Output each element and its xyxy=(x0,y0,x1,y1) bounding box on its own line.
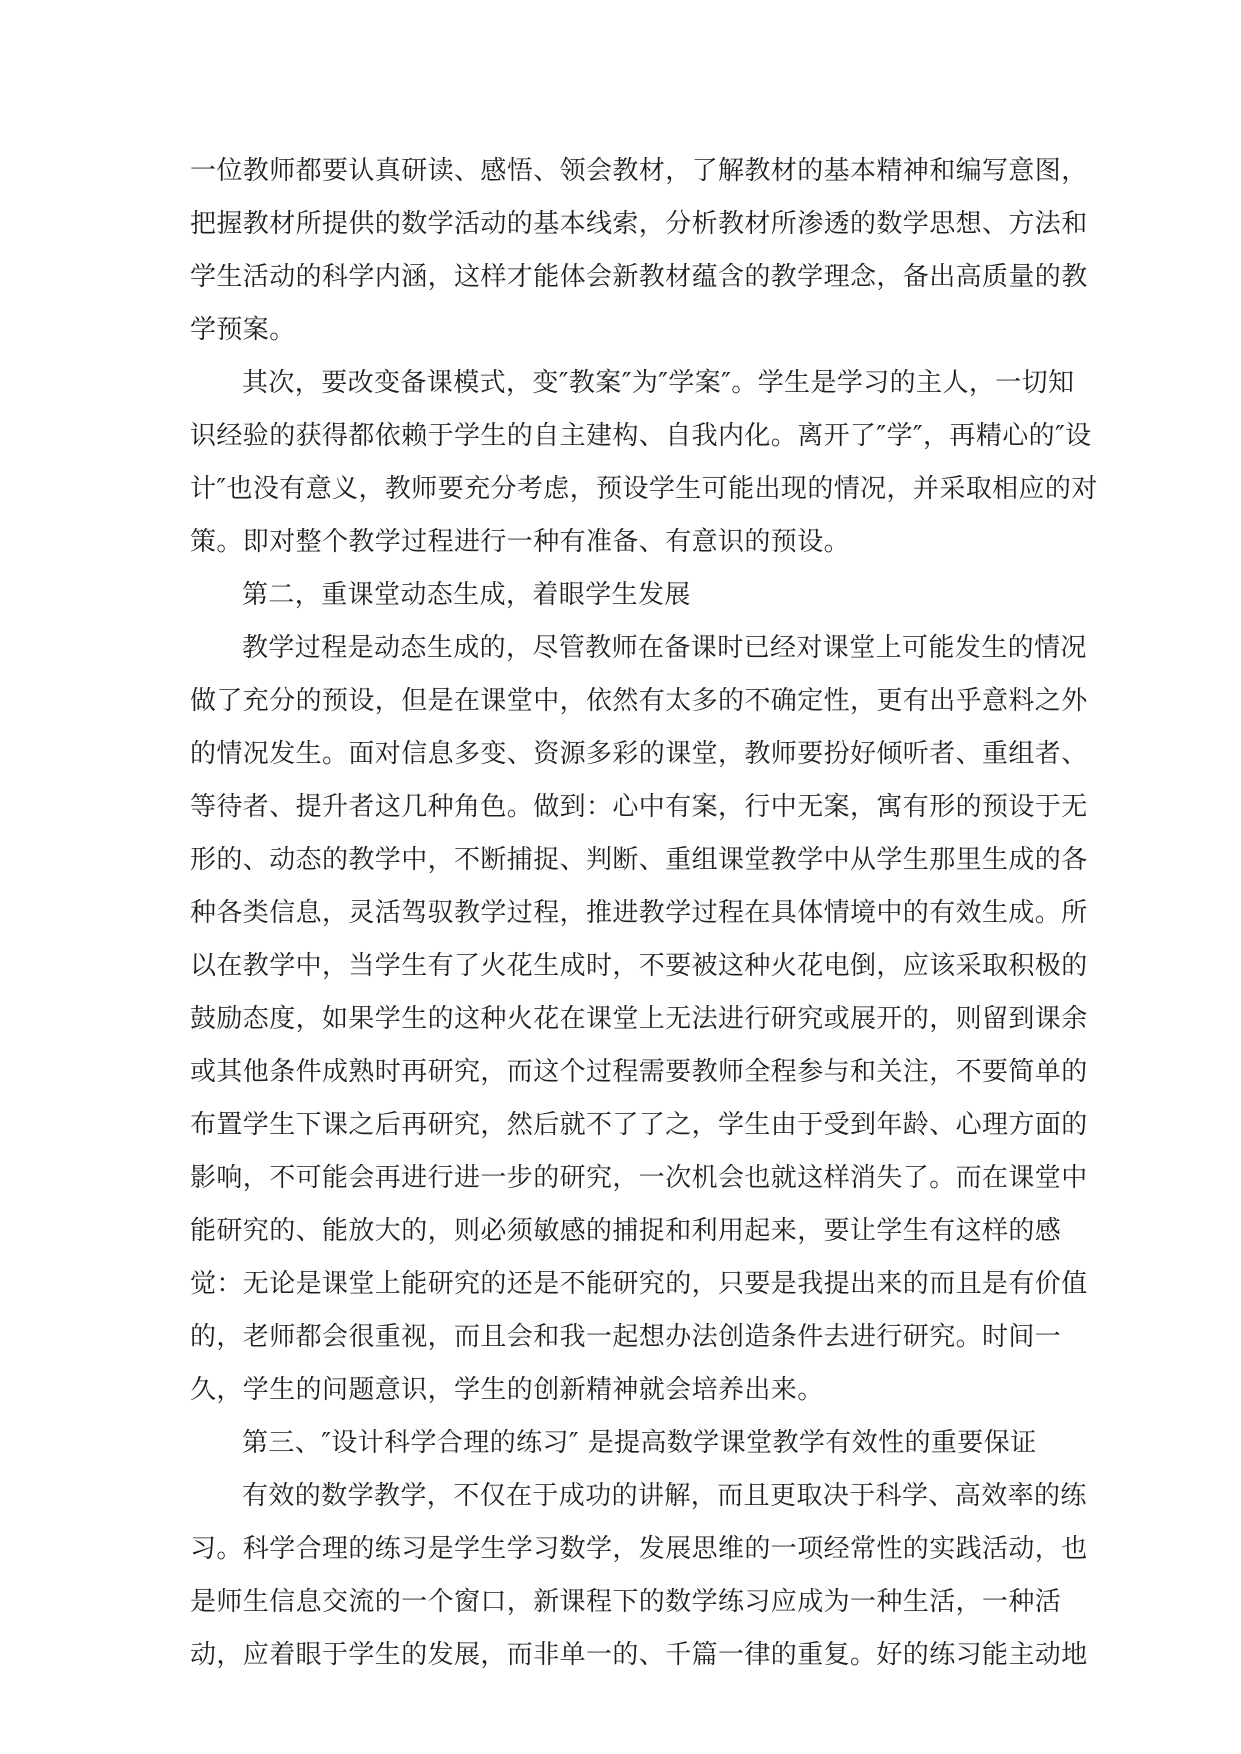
text-line: 计″也没有意义，教师要充分考虑，预设学生可能出现的情况，并采取相应的对 xyxy=(190,474,1098,504)
text-line: 以在教学中，当学生有了火花生成时，不要被这种火花电倒，应该采取积极的 xyxy=(190,951,1088,981)
text-line: 把握教材所提供的数学活动的基本线索，分析教材所渗透的数学思想、方法和 xyxy=(190,209,1088,239)
text-line: 等待者、提升者这几种角色。做到：心中有案，行中无案，寓有形的预设于无 xyxy=(190,792,1088,822)
text-line: 的，老师都会很重视，而且会和我一起想办法创造条件去进行研究。时间一 xyxy=(190,1322,1062,1352)
text-line: 种各类信息，灵活驾驭教学过程，推进教学过程在具体情境中的有效生成。所 xyxy=(190,898,1088,928)
text-line: 或其他条件成熟时再研究，而这个过程需要教师全程参与和关注，不要简单的 xyxy=(190,1057,1088,1087)
text-line: 久，学生的问题意识，学生的创新精神就会培养出来。 xyxy=(190,1375,824,1405)
text-line: 学预案。 xyxy=(190,315,296,345)
text-line: 第二，重课堂动态生成，着眼学生发展 xyxy=(242,580,691,610)
text-line: 是师生信息交流的一个窗口，新课程下的数学练习应成为一种生活，一种活 xyxy=(190,1587,1062,1617)
text-line: 有效的数学教学，不仅在于成功的讲解，而且更取决于科学、高效率的练 xyxy=(242,1481,1087,1511)
text-line: 习。科学合理的练习是学生学习数学，发展思维的一项经常性的实践活动，也 xyxy=(190,1534,1088,1564)
text-line: 做了充分的预设，但是在课堂中，依然有太多的不确定性，更有出乎意料之外 xyxy=(190,686,1088,716)
text-line: 策。即对整个教学过程进行一种有准备、有意识的预设。 xyxy=(190,527,851,557)
text-line: 影响，不可能会再进行进一步的研究，一次机会也就这样消失了。而在课堂中 xyxy=(190,1163,1088,1193)
text-line: 形的、动态的教学中，不断捕捉、判断、重组课堂教学中从学生那里生成的各 xyxy=(190,845,1088,875)
text-line: 学生活动的科学内涵，这样才能体会新教材蕴含的教学理念，备出高质量的教 xyxy=(190,262,1088,292)
text-line: 的情况发生。面对信息多变、资源多彩的课堂，教师要扮好倾听者、重组者、 xyxy=(190,739,1088,769)
text-line: 布置学生下课之后再研究，然后就不了了之，学生由于受到年龄、心理方面的 xyxy=(190,1110,1088,1140)
text-line: 一位教师都要认真研读、感悟、领会教材，了解教材的基本精神和编写意图， xyxy=(190,156,1088,186)
text-line: 能研究的、能放大的，则必须敏感的捕捉和利用起来，要让学生有这样的感 xyxy=(190,1216,1062,1246)
text-line: 觉：无论是课堂上能研究的还是不能研究的，只要是我提出来的而且是有价值 xyxy=(190,1269,1088,1299)
text-line: 第三、″设计科学合理的练习″ 是提高数学课堂教学有效性的重要保证 xyxy=(242,1428,1037,1458)
document-body xyxy=(190,145,1098,1682)
text-line: 其次，要改变备课模式，变″教案″为″学案″。学生是学习的主人，一切知 xyxy=(242,368,1075,398)
text-line: 教学过程是动态生成的，尽管教师在备课时已经对课堂上可能发生的情况 xyxy=(242,633,1087,663)
text-line: 鼓励态度，如果学生的这种火花在课堂上无法进行研究或展开的，则留到课余 xyxy=(190,1004,1088,1034)
text-line: 识经验的获得都依赖于学生的自主建构、自我内化。离开了″学″，再精心的″设 xyxy=(190,421,1092,451)
text-line: 动，应着眼于学生的发展，而非单一的、千篇一律的重复。好的练习能主动地 xyxy=(190,1640,1088,1670)
